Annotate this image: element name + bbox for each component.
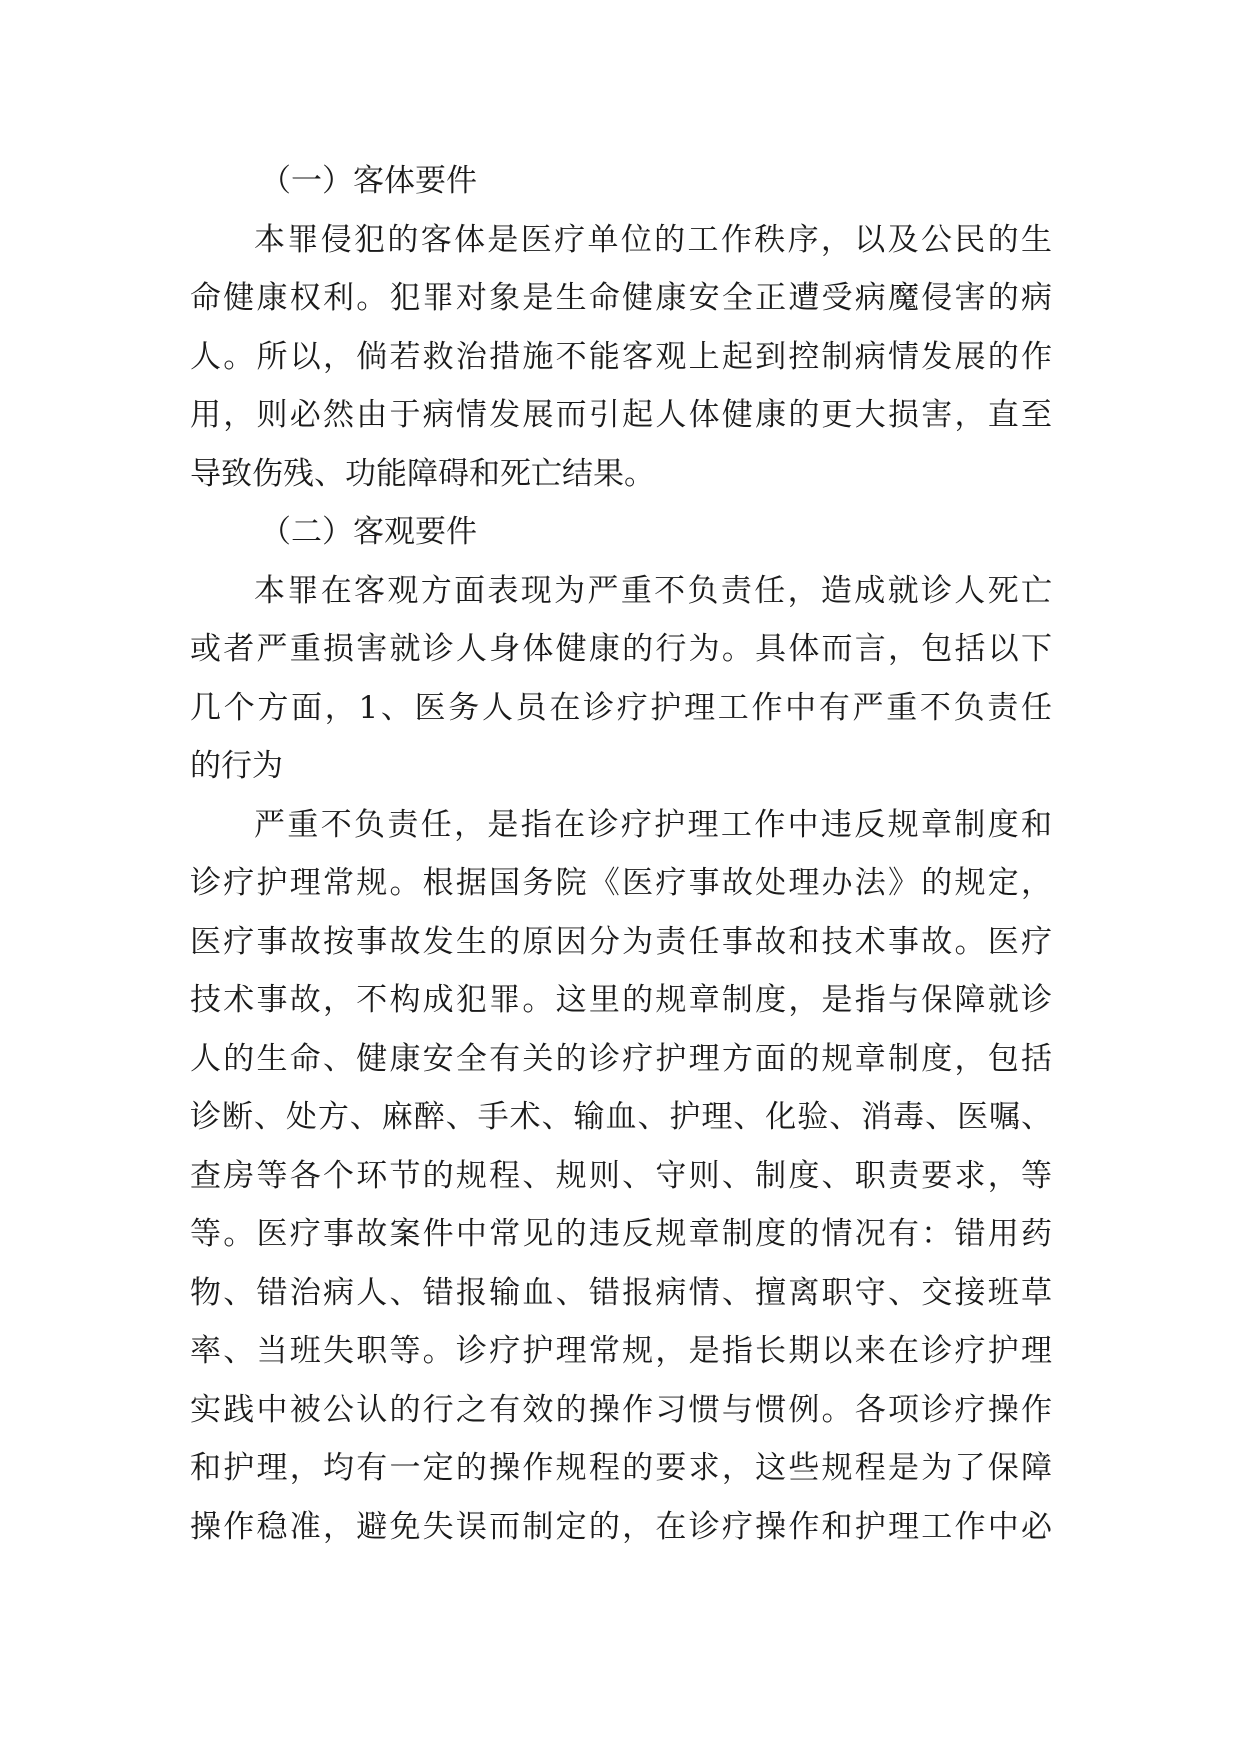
section-heading-object: （一）客体要件	[260, 163, 477, 199]
body-line: 诊疗护理常规。根据国务院《医疗事故处理办法》的规定，	[190, 865, 1052, 901]
document-page	[190, 152, 1052, 1556]
body-line: 查房等各个环节的规程、规则、守则、制度、职责要求，等	[190, 1157, 1052, 1194]
body-line: 等。医疗事故案件中常见的违反规章制度的情况有：错用药	[190, 1216, 1052, 1252]
body-line: 本罪在客观方面表现为严重不负责任，造成就诊人死亡	[254, 572, 1052, 609]
body-line: 命健康权利。犯罪对象是生命健康安全正遭受病魔侵害的病	[190, 280, 1052, 316]
body-line: 或者严重损害就诊人身体健康的行为。具体而言，包括以下	[190, 631, 1052, 667]
body-line: 诊断、处方、麻醉、手术、输血、护理、化验、消毒、医嘱、	[190, 1099, 1052, 1135]
body-line: 物、错治病人、错报输血、错报病情、擅离职守、交接班草	[190, 1274, 1052, 1311]
body-line: 严重不负责任，是指在诊疗护理工作中违反规章制度和	[254, 806, 1052, 843]
body-line: 的行为	[190, 748, 283, 784]
body-line: 本罪侵犯的客体是医疗单位的工作秩序，以及公民的生	[254, 221, 1052, 258]
body-line: 和护理，均有一定的操作规程的要求，这些规程是为了保障	[190, 1450, 1052, 1486]
body-line: 率、当班失职等。诊疗护理常规，是指长期以来在诊疗护理	[190, 1333, 1052, 1369]
body-line: 人。所以，倘若救治措施不能客观上起到控制病情发展的作	[190, 338, 1052, 375]
body-line: 导致伤残、功能障碍和死亡结果。	[190, 455, 655, 492]
body-line: 人的生命、健康安全有关的诊疗护理方面的规章制度，包括	[190, 1040, 1052, 1077]
section-heading-objective: （二）客观要件	[260, 514, 477, 550]
body-line: 用，则必然由于病情发展而引起人体健康的更大损害，直至	[190, 397, 1052, 433]
body-line: 实践中被公认的行之有效的操作习惯与惯例。各项诊疗操作	[190, 1391, 1052, 1428]
body-line: 技术事故，不构成犯罪。这里的规章制度，是指与保障就诊	[190, 982, 1052, 1018]
body-line: 几个方面，1、医务人员在诊疗护理工作中有严重不负责任	[190, 689, 1052, 726]
body-line: 医疗事故按事故发生的原因分为责任事故和技术事故。医疗	[190, 923, 1052, 960]
body-line: 操作稳准，避免失误而制定的，在诊疗操作和护理工作中必	[190, 1508, 1052, 1545]
